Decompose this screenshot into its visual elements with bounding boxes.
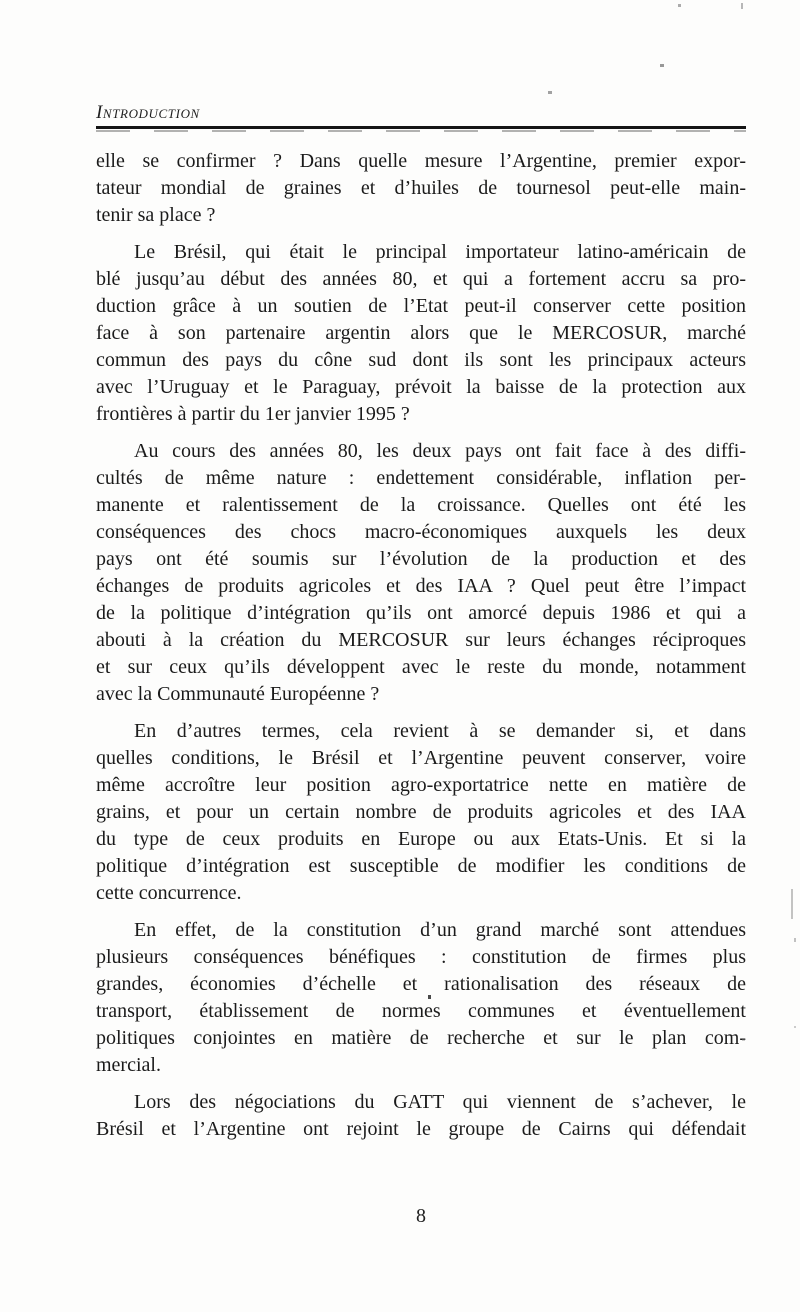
text-line: Lors des négociations du GATT qui viennent de s’achever, le (134, 1091, 746, 1113)
text-line: avec la Communauté Européenne ? (96, 683, 380, 705)
text-line: blé jusqu’au début des années 80, et qui a fortement accru sa pro- (96, 268, 746, 290)
text-line: du type de ceux produits en Europe ou aux Etats-Unis. Et si la (96, 828, 746, 850)
text-line: duction grâce à un soutien de l’Etat peut-il conserver cette position (96, 295, 746, 317)
text-line: frontières à partir du 1er janvier 1995 ? (96, 403, 410, 425)
text-line: pays ont été soumis sur l’évolution de la production et des (96, 548, 746, 570)
scan-speck (678, 4, 681, 7)
paragraph (96, 917, 746, 1079)
paragraph (96, 148, 746, 229)
text-line: et sur ceux qu’ils développent avec le reste du monde, notamment (96, 656, 746, 678)
running-header (96, 103, 746, 132)
text-line: tenir sa place ? (96, 204, 216, 226)
paragraph (96, 438, 746, 708)
scan-speck (742, 1039, 745, 1041)
text-line: En d’autres termes, cela revient à se demander si, et dans (134, 720, 746, 742)
text-line: même accroître leur position agro-exportatrice nette en matière de (96, 774, 746, 796)
text-line: face à son partenaire argentin alors que le MERCOSUR, marché (96, 322, 746, 344)
page-content (96, 103, 746, 1143)
running-header-title: Introduction (96, 102, 200, 123)
text-line: cultés de même nature : endettement considérable, inflation per- (96, 467, 746, 489)
scan-speck (794, 1026, 796, 1028)
scan-speck (548, 91, 552, 94)
paragraph (96, 718, 746, 907)
text-line: plusieurs conséquences bénéfiques : constitution de firmes plus (96, 946, 746, 968)
header-rule (96, 126, 746, 129)
scan-speck (791, 889, 793, 919)
text-line: Au cours des années 80, les deux pays ont fait face à des diffi- (134, 440, 746, 462)
text-line: commun des pays du cône sud dont ils sont les principaux acteurs (96, 349, 746, 371)
text-line: abouti à la création du MERCOSUR sur leurs échanges réciproques (96, 629, 746, 651)
text-line: Brésil et l’Argentine ont rejoint le groupe de Cairns qui défendait (96, 1118, 746, 1140)
text-line: elle se confirmer ? Dans quelle mesure l’Argentine, premier expor- (96, 150, 746, 172)
paragraph (96, 1089, 746, 1143)
scan-speck (660, 64, 664, 67)
text-line: politique d’intégration est susceptible de modifier les conditions de (96, 855, 746, 877)
scan-speck (794, 938, 796, 942)
paragraph (96, 239, 746, 428)
text-line: quelles conditions, le Brésil et l’Argentine peuvent conserver, voire (96, 747, 746, 769)
text-line: transport, établissement de normes communes et éventuellement (96, 1000, 746, 1022)
text-line: Le Brésil, qui était le principal importateur latino-américain de (134, 241, 746, 263)
text-line: de la politique d’intégration qu’ils ont amorcé depuis 1986 et qui a (96, 602, 746, 624)
text-line: grandes, économies d’échelle et rationalisation des réseaux de (96, 973, 746, 995)
text-line: cette concurrence. (96, 882, 242, 904)
scan-speck (428, 995, 431, 999)
header-rule-echo (96, 130, 746, 132)
text-line: grains, et pour un certain nombre de produits agricoles et des IAA (96, 801, 746, 823)
text-line: En effet, de la constitution d’un grand marché sont attendues (134, 919, 746, 941)
text-line: manente et ralentissement de la croissance. Quelles ont été les (96, 494, 746, 516)
scan-speck (741, 3, 743, 9)
text-line: échanges de produits agricoles et des IAA ? Quel peut être l’impact (96, 575, 746, 597)
text-line: mercial. (96, 1054, 161, 1076)
text-line: conséquences des chocs macro-économiques auxquels les deux (96, 521, 746, 543)
text-line: avec l’Uruguay et le Paraguay, prévoit la baisse de la protection aux (96, 376, 746, 398)
text-block (96, 148, 746, 1143)
text-line: politiques conjointes en matière de recherche et sur le plan com- (96, 1027, 746, 1049)
page-number: 8 (416, 1205, 426, 1227)
text-line: tateur mondial de graines et d’huiles de tournesol peut-elle main- (96, 177, 746, 199)
